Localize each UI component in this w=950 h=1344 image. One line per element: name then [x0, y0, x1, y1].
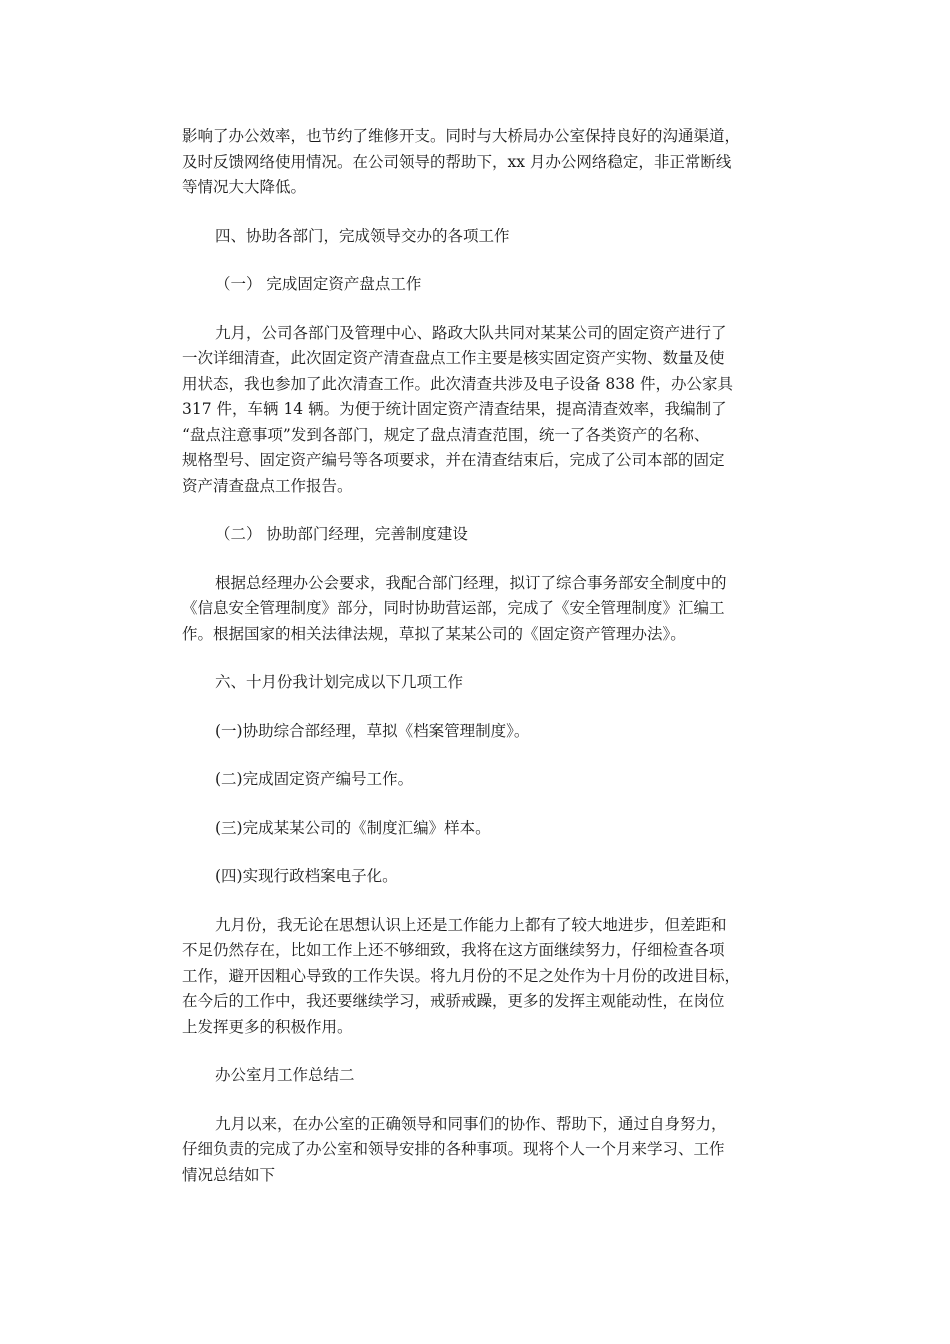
text-line: 四、协助各部门，完成领导交办的各项工作 — [215, 226, 510, 245]
paragraph-p5 — [182, 522, 782, 548]
text-line: 情况总结如下 — [182, 1165, 276, 1184]
text-line: 规格型号、固定资产编号等各项要求，并在清查结束后，完成了公司本部的固定 — [182, 451, 725, 469]
paragraph-p3 — [182, 272, 782, 298]
text-line: （一） 完成固定资产盘点工作 — [215, 275, 422, 293]
text-line: 九月，公司各部门及管理中心、路政大队共同对某某公司的固定资产进行了 — [215, 323, 727, 342]
text-line: (四)实现行政档案电子化。 — [215, 867, 398, 885]
text-line: (二)完成固定资产编号工作。 — [215, 770, 414, 788]
paragraph-p2 — [182, 224, 782, 250]
paragraph-p4 — [182, 321, 782, 500]
text-line: 根据总经理办公会要求，我配合部门经理，拟订了综合事务部安全制度中的 — [215, 573, 727, 592]
paragraph-p7 — [182, 670, 782, 696]
text-line: 317 件，车辆 14 辆。为便于统计固定资产清查结果，提高清查效率，我编制了 — [182, 400, 727, 418]
text-line: 《信息安全管理制度》部分，同时协助营运部，完成了《安全管理制度》汇编工 — [182, 599, 725, 617]
text-line: 九月份，我无论在思想认识上还是工作能力上都有了较大地进步，但差距和 — [215, 915, 727, 934]
text-line: （二） 协助部门经理，完善制度建设 — [215, 525, 468, 543]
text-line: 六、十月份我计划完成以下几项工作 — [215, 673, 464, 691]
text-line: 办公室月工作总结二 — [215, 1066, 355, 1084]
text-line: 用状态，我也参加了此次清查工作。此次清查共涉及电子设备 838 件，办公家具 — [182, 374, 733, 393]
text-line: 等情况大大降低。 — [182, 178, 307, 196]
text-line: 作。根据国家的相关法律法规，草拟了某某公司的《固定资产管理办法》。 — [182, 624, 686, 643]
paragraph-p13 — [182, 1063, 782, 1089]
paragraph-p1 — [182, 124, 782, 201]
text-line: 在今后的工作中，我还要继续学习，戒骄戒躁，更多的发挥主观能动性，在岗位 — [182, 992, 725, 1010]
text-line: 不足仍然存在，比如工作上还不够细致，我将在这方面继续努力，仔细检查各项 — [182, 941, 725, 959]
text-line: 上发挥更多的积极作用。 — [182, 1017, 353, 1036]
text-line: (三)完成某某公司的《制度汇编》样本。 — [215, 818, 491, 837]
paragraph-p14 — [182, 1112, 782, 1189]
text-line: (一)协助综合部经理，草拟《档案管理制度》。 — [215, 721, 530, 740]
text-line: 九月以来，在办公室的正确领导和同事们的协作、帮助下，通过自身努力， — [215, 1114, 727, 1133]
text-line: “盘点注意事项”发到各部门，规定了盘点清查范围，统一了各类资产的名称、 — [182, 425, 710, 444]
paragraph-p9 — [182, 767, 782, 793]
document-page — [182, 124, 782, 1211]
text-line: 工作，避开因粗心导致的工作失误。将九月份的不足之处作为十月份的改进目标， — [182, 966, 741, 985]
paragraph-p11 — [182, 864, 782, 890]
paragraph-p10 — [182, 816, 782, 842]
text-line: 资产清查盘点工作报告。 — [182, 476, 353, 495]
text-line: 一次详细清查，此次固定资产清查盘点工作主要是核实固定资产实物、数量及使 — [182, 349, 725, 367]
paragraph-p6 — [182, 571, 782, 648]
paragraph-p8 — [182, 719, 782, 745]
text-line: 仔细负责的完成了办公室和领导安排的各种事项。现将个人一个月来学习、工作 — [182, 1140, 725, 1158]
text-line: 影响了办公效率，也节约了维修开支。同时与大桥局办公室保持良好的沟通渠道， — [182, 127, 741, 145]
text-line: 及时反馈网络使用情况。在公司领导的帮助下，xx 月办公网络稳定，非正常断线 — [182, 152, 732, 171]
paragraph-p12 — [182, 913, 782, 1041]
